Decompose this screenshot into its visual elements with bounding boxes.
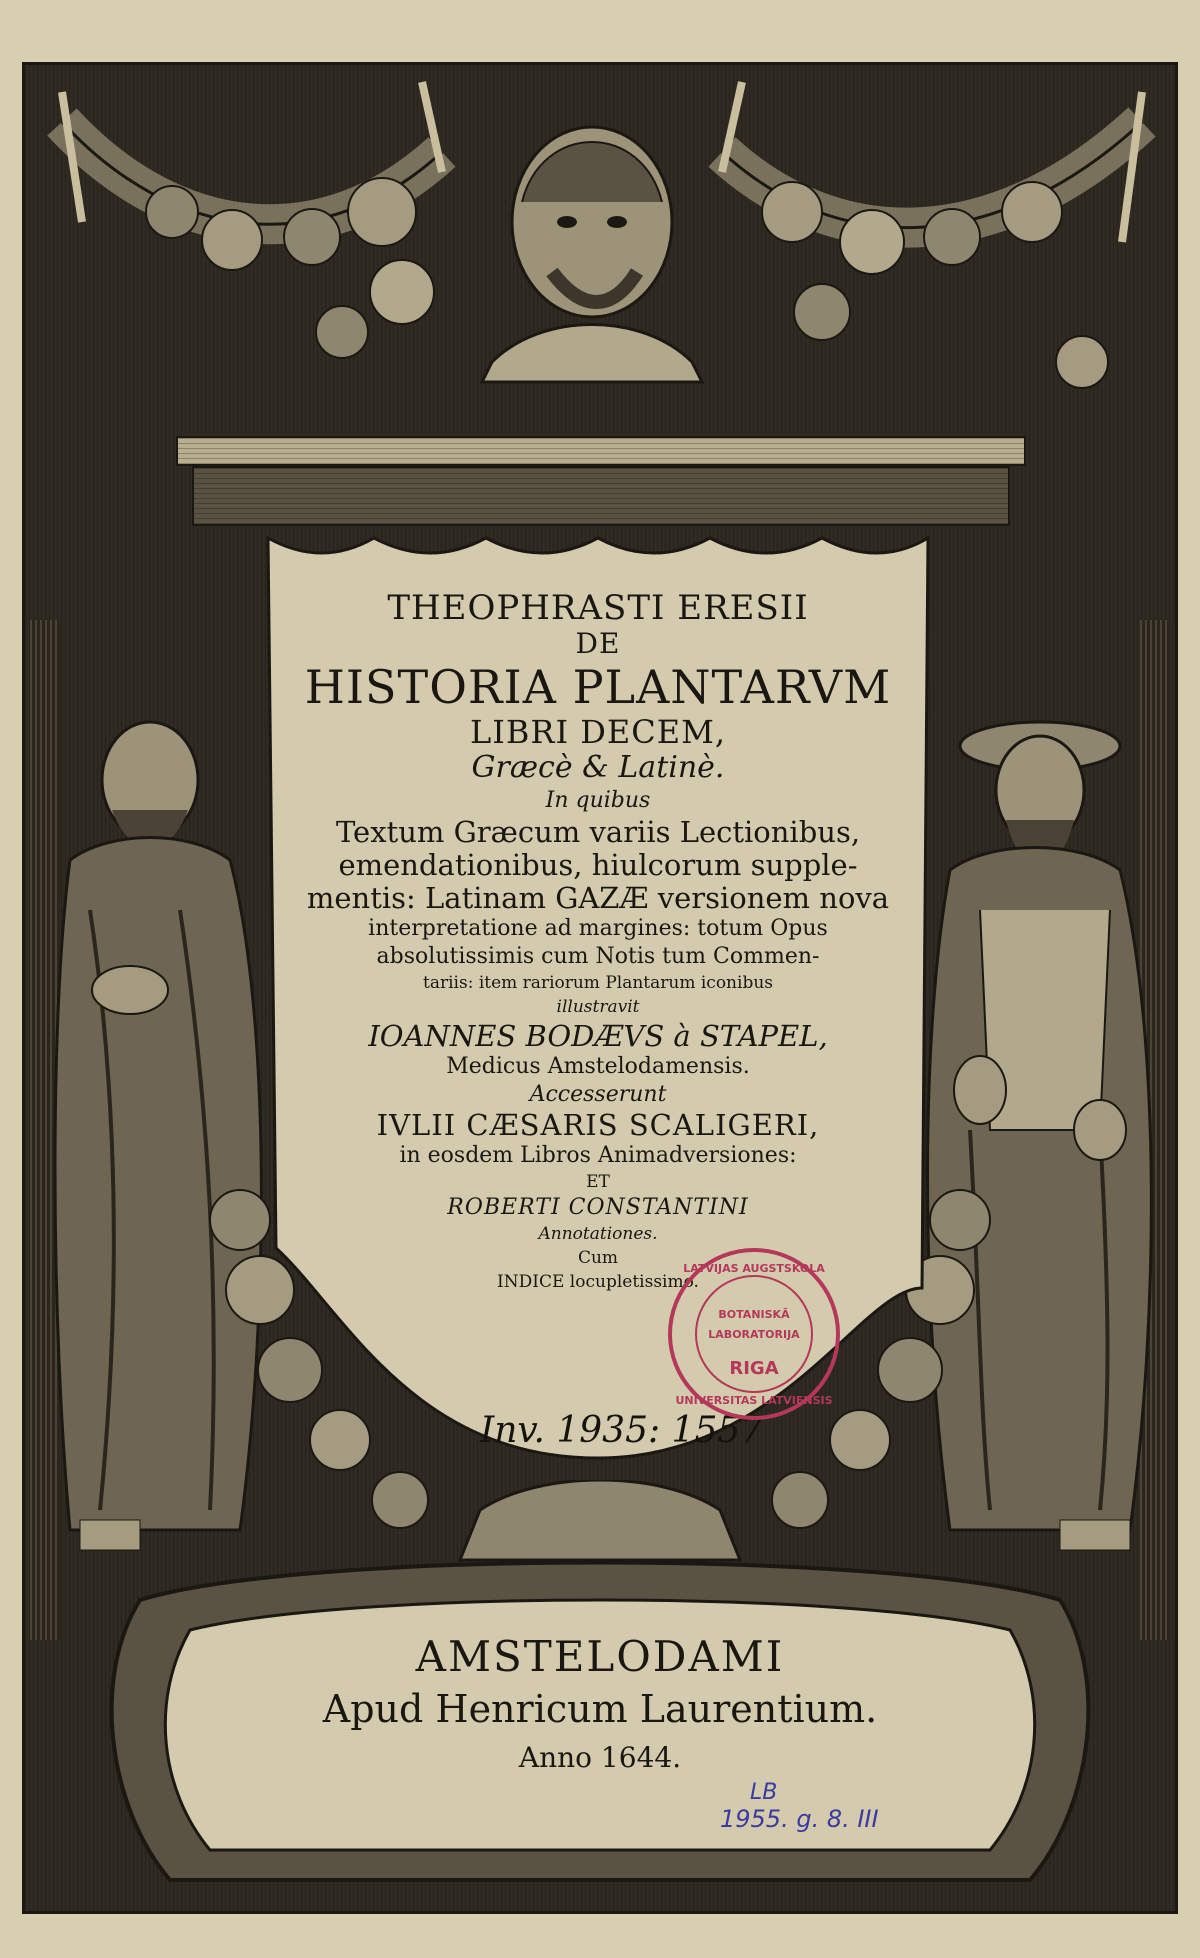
title-line-4: LIBRI DECEM,	[469, 713, 727, 751]
author-title: Medicus Amstelodamensis.	[446, 1054, 750, 1079]
imprint-year: Anno 1644.	[518, 1741, 682, 1774]
title-line-6: In quibus	[545, 788, 651, 813]
annotationes: Annotationes.	[538, 1224, 658, 1244]
stamp-mid-1: BOTANISKĀ	[718, 1308, 790, 1321]
top-ornament-illustration	[22, 62, 1178, 442]
main-title: HISTORIA PLANTARVM	[304, 660, 892, 714]
author-name: IOANNES BODÆVS à STAPEL,	[368, 1019, 828, 1053]
scaliger: IVLII CÆSARIS SCALIGERI,	[376, 1108, 820, 1142]
imprint-publisher: Apud Henricum Laurentium.	[322, 1687, 878, 1731]
body-line: Textum Græcum variis Lectionibus,	[335, 815, 861, 849]
stamp-bottom: UNIVERSITAS LATVIENSIS	[675, 1394, 833, 1407]
stamp-riga: RIGA	[729, 1358, 779, 1379]
title-text-block	[282, 588, 914, 1294]
stamp-mid-2: LABORATORIJA	[708, 1328, 800, 1341]
body-line: illustravit	[556, 997, 640, 1017]
library-stamp-text	[664, 1244, 844, 1424]
body-line: absolutissimis cum Notis tum Commen-	[376, 944, 820, 969]
imprint-city: AMSTELODAMI	[415, 1632, 785, 1681]
inventory-handwriting: Inv. 1935: 1557	[480, 1410, 764, 1451]
title-line-1: THEOPHRASTI ERESII	[387, 588, 809, 628]
title-line-5: Græcè & Latinè.	[471, 750, 725, 785]
indice-line: INDICE locupletissimo.	[497, 1272, 699, 1292]
title-line-2: DE	[575, 627, 621, 660]
stamp-top: LATVIJAS AUGSTSKOLA	[683, 1262, 825, 1275]
shelfmark-bottom: 1955. g. 8. III	[720, 1805, 879, 1833]
body-line: emendationibus, hiulcorum supple-	[338, 848, 858, 882]
body-line: mentis: Latinam GAZÆ versionem nova	[306, 881, 890, 915]
et-line: ET	[586, 1172, 610, 1192]
accesserunt: Accesserunt	[529, 1082, 667, 1107]
body-line: tariis: item rariorum Plantarum iconibus	[423, 973, 773, 993]
constantini: ROBERTI CONSTANTINI	[447, 1195, 749, 1220]
imprint	[200, 1630, 1000, 1782]
shelfmark-handwriting	[720, 1780, 879, 1833]
shelfmark-top: LB	[750, 1780, 778, 1805]
body-line: interpretatione ad margines: totum Opus	[368, 916, 828, 941]
scaliger-note: in eosdem Libros Animadversiones:	[399, 1143, 797, 1168]
cum-line: Cum	[577, 1248, 619, 1268]
cornice-bottom	[192, 466, 1010, 526]
